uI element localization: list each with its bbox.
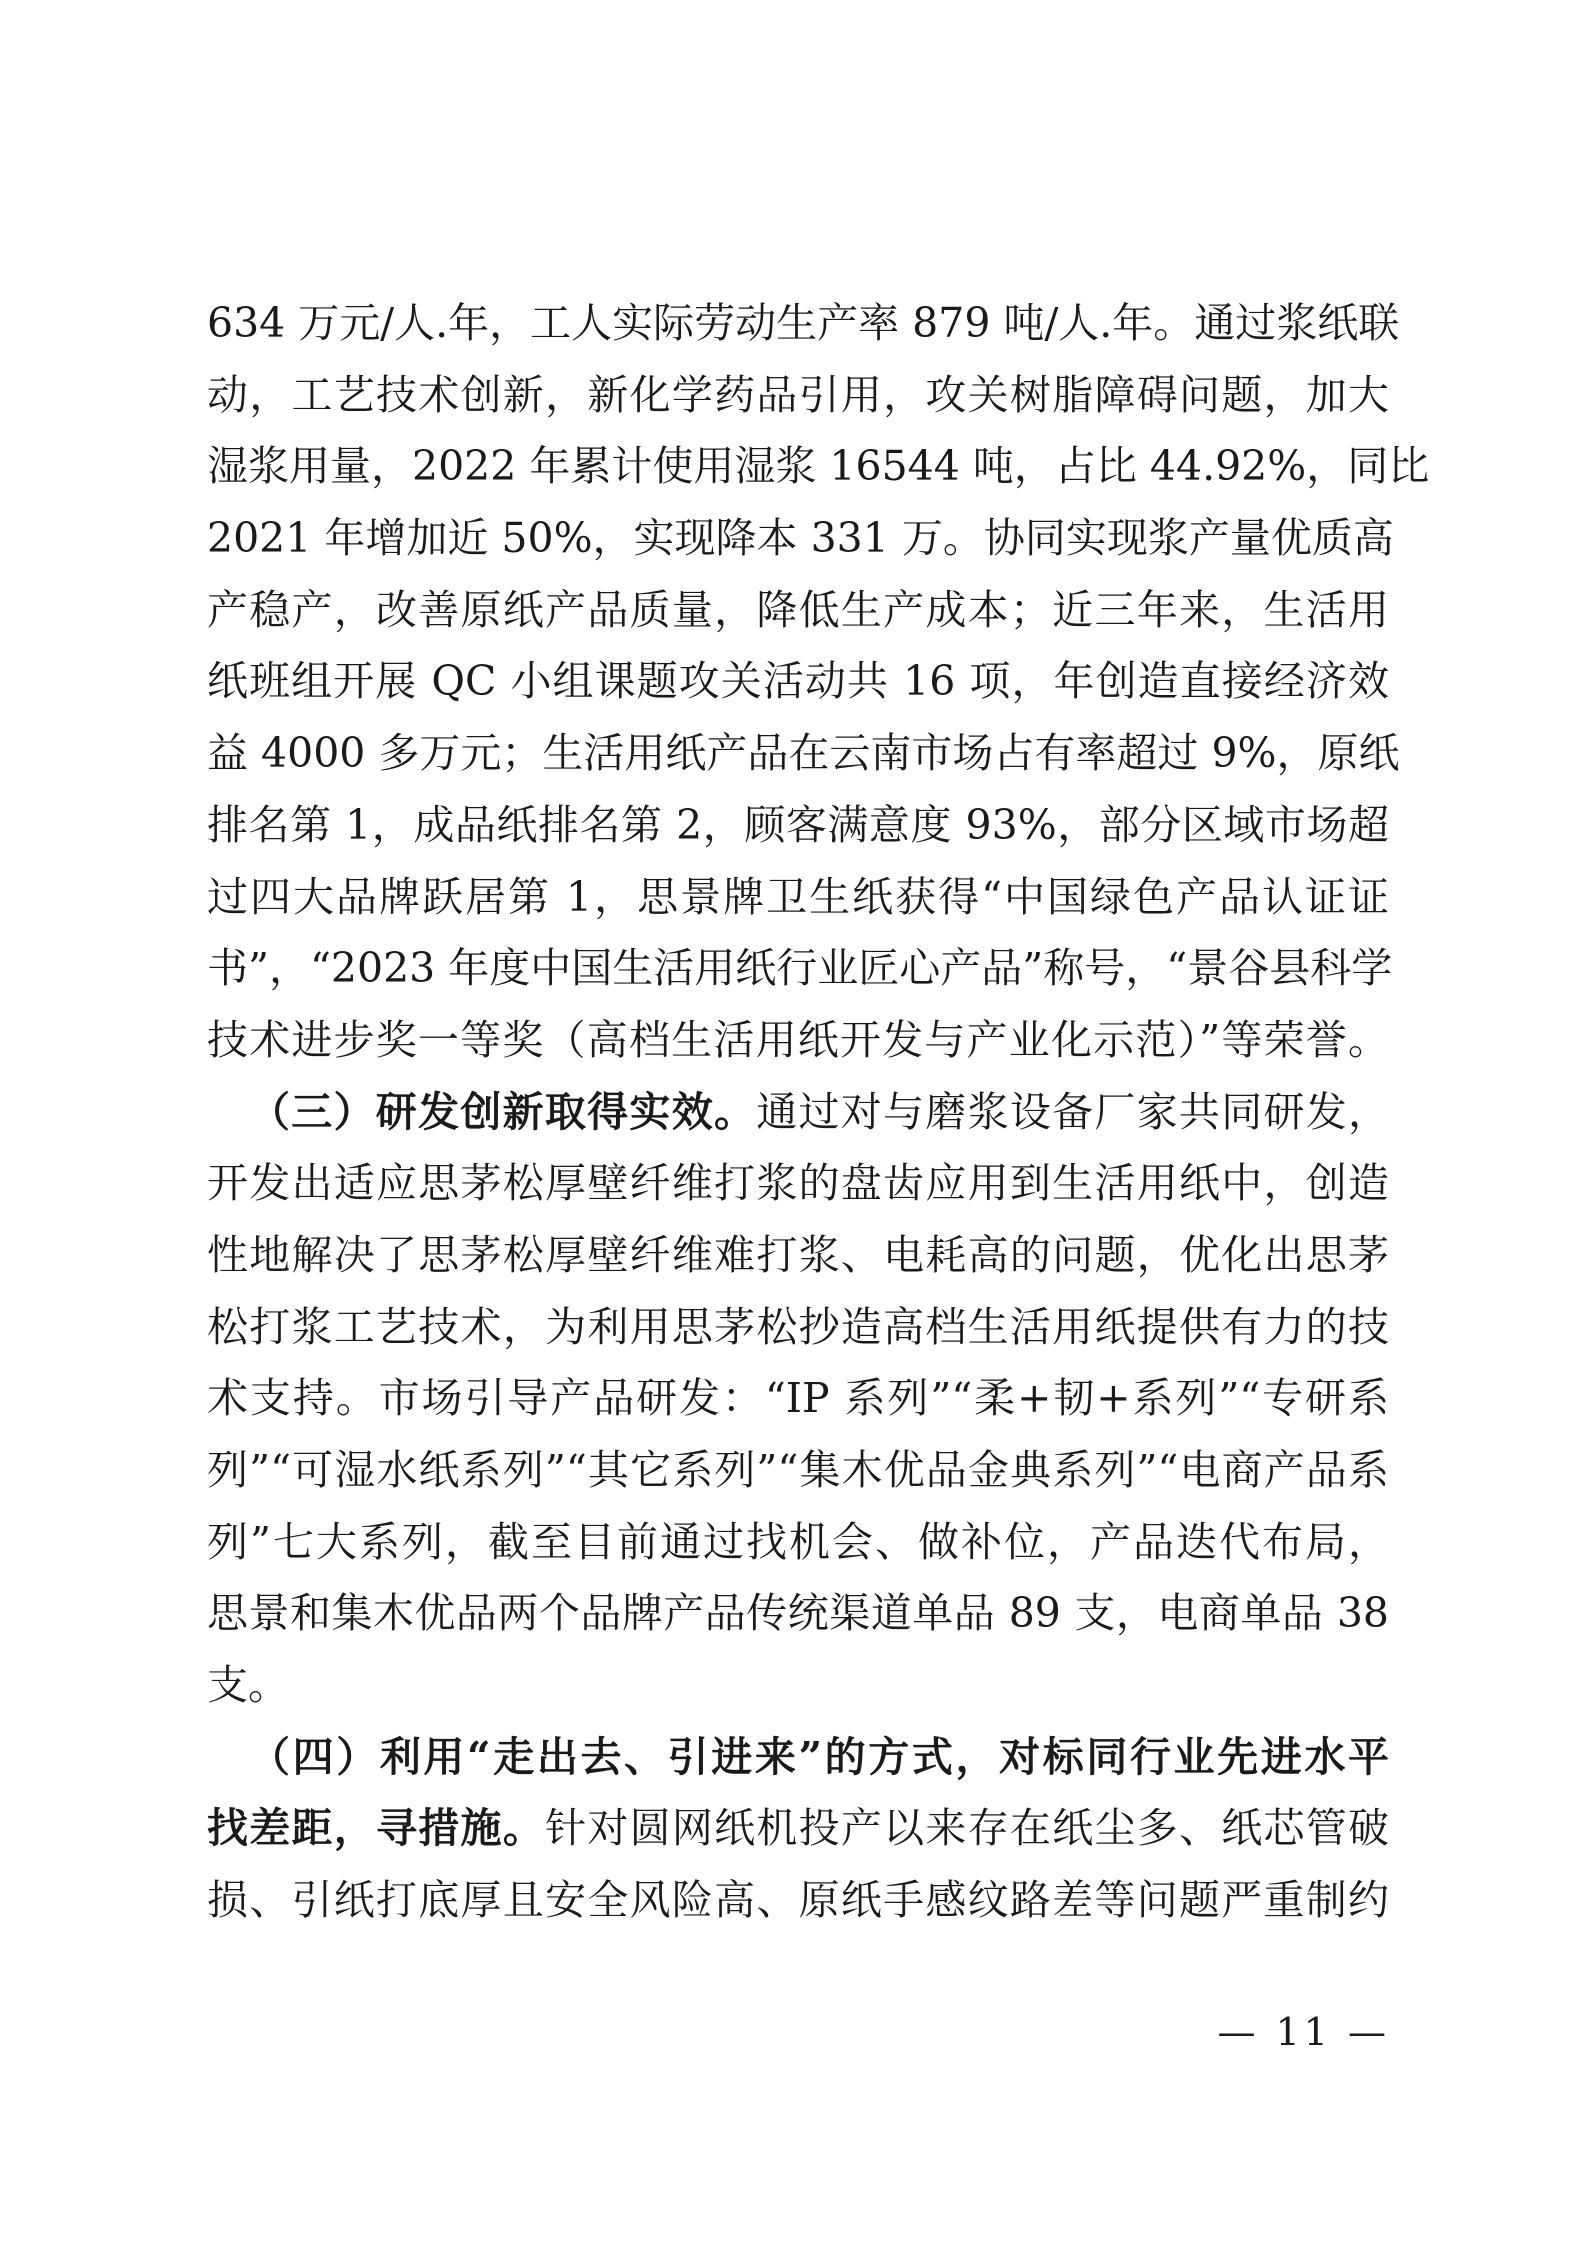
section-4-heading-end: 找差距，寻措施。 [207,1804,546,1853]
text-line: 性地解决了思茅松厚壁纤维难打浆、电耗高的问题，优化出思茅 [207,1230,1389,1279]
section-4-second-line [207,1800,1389,1872]
text-line: 开发出适应思茅松厚壁纤维打浆的盘齿应用到生活用纸中，创造 [207,1159,1389,1208]
text-line: 列”七大系列，截至目前通过找机会、做补位，产品迭代布局， [207,1517,1389,1566]
text-line: 益 4000 多万元；生活用纸产品在云南市场占有率超过 9%，原纸 [207,729,1400,778]
section-3-heading: （三）研发创新取得实效。 [249,1087,757,1136]
section-3-first-line [207,1084,1389,1156]
page-number: — 11 — [1217,2010,1390,2054]
text-line: 列”“可湿水纸系列”“其它系列”“集木优品金典系列”“电商产品系 [207,1446,1389,1494]
document-body [207,295,1430,1944]
text-line: 书”，“2023 年度中国生活用纸行业匠心产品”称号，“景谷县科学 [207,944,1393,993]
text-line: 松打浆工艺技术，为利用思茅松抄造高档生活用纸提供有力的技 [207,1302,1389,1351]
section-3-text: 通过对与磨浆设备厂家共同研发， [756,1087,1390,1136]
text-line: 2021 年增加近 50%，实现降本 331 万。协同实现浆产量优质高 [207,514,1394,563]
text-line: 湿浆用量，2022 年累计使用湿浆 16544 吨，占比 44.92%，同比 [207,442,1430,491]
text-line: 634 万元/人.年，工人实际劳动生产率 879 吨/人.年。通过浆纸联 [207,299,1400,347]
text-line: 支。 [207,1661,289,1710]
text-line: 纸班组开展 QC 小组课题攻关活动共 16 项，年创造直接经济效 [207,657,1389,706]
text-line: 术支持。市场引导产品研发：“IP 系列”“柔+韧+系列”“专研系 [207,1374,1389,1423]
text-line: 排名第 1，成品纸排名第 2，顾客满意度 93%，部分区域市场超 [207,800,1389,849]
text-line: 过四大品牌跃居第 1，思景牌卫生纸获得“中国绿色产品认证证 [207,872,1389,921]
text-line: 思景和集木优品两个品牌产品传统渠道单品 89 支，电商单品 38 [207,1589,1389,1638]
text-line: 损、引纸打底厚且安全风险高、原纸手感纹路差等问题严重制约 [207,1876,1389,1925]
section-4-heading: （四）利用“走出去、引进来”的方式，对标同行业先进水平 [249,1732,1389,1781]
text-line: 产稳产，改善原纸产品质量，降低生产成本；近三年来，生活用 [207,585,1389,634]
text-line: 动，工艺技术创新，新化学药品引用，攻关树脂障碍问题，加大 [207,370,1389,419]
section-4-text: 针对圆网纸机投产以来存在纸尘多、纸芯管破 [545,1804,1390,1853]
text-line: 技术进步奖一等奖（高档生活用纸开发与产业化示范）”等荣誉。 [207,1015,1389,1064]
